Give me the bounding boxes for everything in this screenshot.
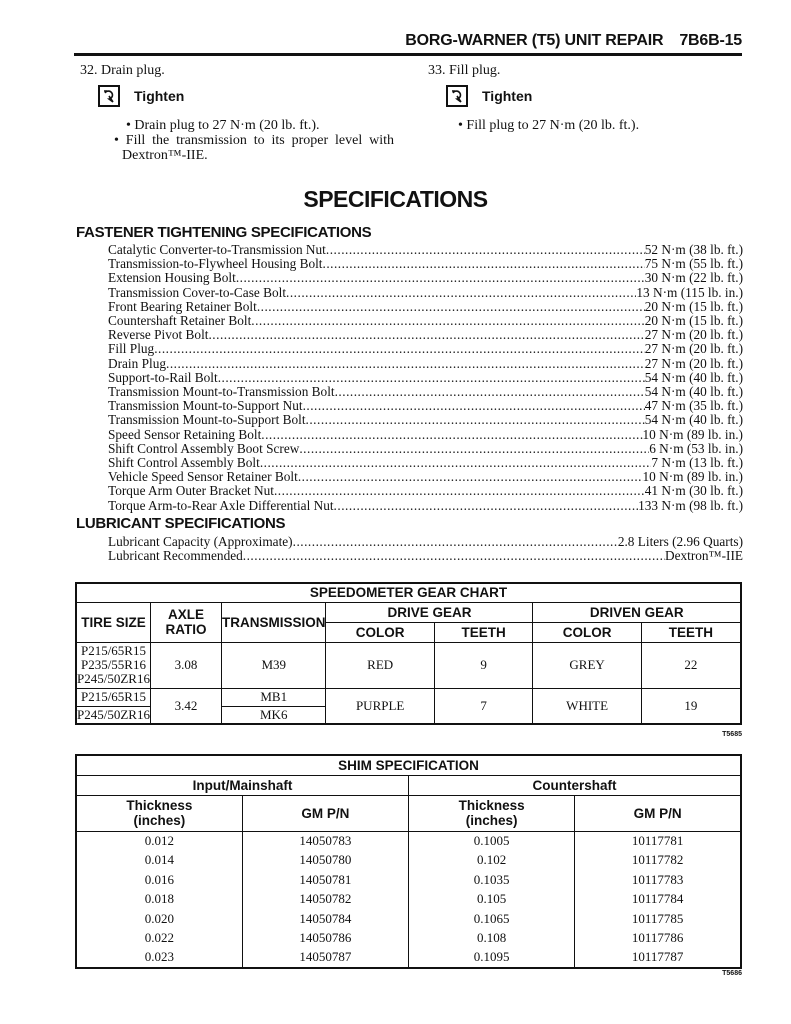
counter-thickness: 0.1095 bbox=[409, 948, 575, 968]
tighten-wrench-icon bbox=[446, 85, 468, 107]
input-gm-pn: 14050782 bbox=[242, 890, 408, 910]
spec-name: Vehicle Speed Sensor Retainer Bolt bbox=[108, 469, 298, 485]
dot-leader bbox=[260, 456, 652, 470]
spec-value: 27 N·m (20 lb. ft.) bbox=[644, 355, 743, 371]
spec-row bbox=[108, 243, 743, 257]
dot-leader bbox=[299, 442, 649, 456]
counter-gm-pn: 10117782 bbox=[575, 851, 741, 871]
tire-size: P245/50ZR16 bbox=[76, 706, 150, 724]
table-row bbox=[76, 642, 741, 688]
table-row bbox=[76, 851, 741, 871]
tighten-label: Tighten bbox=[134, 88, 185, 104]
spec-name: Torque Arm-to-Rear Axle Differential Nut bbox=[108, 497, 334, 513]
page-header bbox=[74, 32, 742, 50]
speedometer-gear-table bbox=[75, 582, 742, 725]
spec-row bbox=[108, 442, 743, 456]
spec-name: Support-to-Rail Bolt bbox=[108, 369, 218, 385]
spec-name: Speed Sensor Retaining Bolt bbox=[108, 426, 262, 442]
spec-row bbox=[108, 549, 743, 563]
dot-leader bbox=[298, 470, 643, 484]
spec-value: 47 N·m (35 lb. ft.) bbox=[644, 398, 743, 414]
dot-leader bbox=[306, 413, 645, 427]
spec-row bbox=[108, 385, 743, 399]
col-driven-teeth: TEETH bbox=[641, 622, 741, 642]
fastener-spec-list bbox=[108, 243, 743, 513]
spec-value: 27 N·m (20 lb. ft.) bbox=[644, 327, 743, 343]
spec-value: 41 N·m (30 lb. ft.) bbox=[644, 483, 743, 499]
step-fill-plug bbox=[428, 63, 748, 133]
col-tire-size: TIRE SIZE bbox=[76, 602, 150, 642]
fastener-heading: FASTENER TIGHTENING SPECIFICATIONS bbox=[76, 224, 372, 241]
spec-row bbox=[108, 484, 743, 498]
lubricant-spec-list bbox=[108, 535, 743, 563]
spec-name: Countershaft Retainer Bolt bbox=[108, 313, 252, 329]
col-driven-color: COLOR bbox=[533, 622, 641, 642]
dot-leader bbox=[335, 385, 645, 399]
spec-row bbox=[108, 470, 743, 484]
tighten-label: Tighten bbox=[482, 88, 533, 104]
input-gm-pn: 14050780 bbox=[242, 851, 408, 871]
spec-name: Front Bearing Retainer Bolt bbox=[108, 298, 257, 314]
dot-leader bbox=[334, 499, 639, 513]
input-thickness: 0.014 bbox=[76, 851, 242, 871]
axle-ratio: 3.42 bbox=[150, 688, 221, 724]
counter-thickness: 0.1065 bbox=[409, 909, 575, 929]
input-thickness: 0.016 bbox=[76, 870, 242, 890]
page-title: SPECIFICATIONS bbox=[303, 186, 488, 212]
tighten-wrench-icon bbox=[98, 85, 120, 107]
spec-name: Fill Plug bbox=[108, 341, 155, 357]
spec-value: 20 N·m (15 lb. ft.) bbox=[644, 298, 743, 314]
table-row bbox=[76, 688, 741, 706]
spec-name: Transmission Mount-to-Support Nut bbox=[108, 398, 303, 414]
dot-leader bbox=[326, 243, 645, 257]
counter-thickness: 0.102 bbox=[409, 851, 575, 871]
dot-leader bbox=[303, 399, 645, 413]
dot-leader bbox=[323, 257, 645, 271]
driven-teeth: 22 bbox=[641, 642, 741, 688]
spec-value: 54 N·m (40 lb. ft.) bbox=[644, 384, 743, 400]
input-gm-pn: 14050781 bbox=[242, 870, 408, 890]
dot-leader bbox=[261, 428, 642, 442]
spec-row bbox=[108, 314, 743, 328]
col-gm-pn: GM P/N bbox=[242, 795, 408, 831]
step-drain-plug bbox=[80, 63, 400, 163]
spec-name: Transmission Mount-to-Support Bolt bbox=[108, 412, 306, 428]
figure-code: T5685 bbox=[722, 731, 742, 738]
input-thickness: 0.018 bbox=[76, 890, 242, 910]
dot-leader bbox=[257, 300, 645, 314]
input-gm-pn: 14050786 bbox=[242, 929, 408, 949]
tire-size: P215/65R15 bbox=[76, 688, 150, 706]
figure-code: T5686 bbox=[722, 970, 742, 977]
table-title: SHIM SPECIFICATION bbox=[76, 755, 741, 775]
spec-name: Drain Plug bbox=[108, 355, 166, 371]
input-gm-pn: 14050784 bbox=[242, 909, 408, 929]
table-row bbox=[76, 929, 741, 949]
spec-name: Torque Arm Outer Bracket Nut bbox=[108, 483, 274, 499]
spec-row bbox=[108, 371, 743, 385]
col-thickness bbox=[76, 795, 242, 831]
dot-leader bbox=[274, 484, 645, 498]
counter-gm-pn: 10117783 bbox=[575, 870, 741, 890]
group-input-mainshaft: Input/Mainshaft bbox=[76, 775, 409, 795]
group-countershaft: Countershaft bbox=[409, 775, 742, 795]
spec-name: Reverse Pivot Bolt bbox=[108, 327, 209, 343]
input-gm-pn: 14050783 bbox=[242, 831, 408, 851]
dot-leader bbox=[293, 535, 618, 549]
input-thickness: 0.022 bbox=[76, 929, 242, 949]
lubricant-heading: LUBRICANT SPECIFICATIONS bbox=[76, 515, 286, 532]
spec-value: 10 N·m (89 lb. in.) bbox=[642, 426, 743, 442]
input-thickness: 0.012 bbox=[76, 831, 242, 851]
counter-thickness: 0.108 bbox=[409, 929, 575, 949]
spec-value: 54 N·m (40 lb. ft.) bbox=[644, 412, 743, 428]
counter-thickness: 0.105 bbox=[409, 890, 575, 910]
tire-size: P215/65R15 P235/55R16 P245/50ZR16 bbox=[77, 643, 150, 686]
counter-thickness: 0.1005 bbox=[409, 831, 575, 851]
step-title: 33. Fill plug. bbox=[428, 63, 501, 78]
table-row bbox=[76, 909, 741, 929]
bullet: • Drain plug to 27 N·m (20 lb. ft.). bbox=[126, 118, 320, 133]
spec-row bbox=[108, 428, 743, 442]
spec-value: 6 N·m (53 lb. in.) bbox=[649, 440, 743, 456]
transmission: MK6 bbox=[221, 706, 326, 724]
spec-row bbox=[108, 271, 743, 285]
dot-leader bbox=[154, 342, 645, 356]
step-title: 32. Drain plug. bbox=[80, 63, 165, 78]
bullet: • Fill plug to 27 N·m (20 lb. ft.). bbox=[458, 118, 640, 133]
drive-teeth: 7 bbox=[434, 688, 533, 724]
spec-value: 52 N·m (38 lb. ft.) bbox=[644, 242, 743, 257]
drive-color: PURPLE bbox=[326, 688, 434, 724]
spec-row bbox=[108, 399, 743, 413]
transmission: MB1 bbox=[221, 688, 326, 706]
spec-value: 2.8 Liters (2.96 Quarts) bbox=[617, 534, 743, 549]
counter-gm-pn: 10117785 bbox=[575, 909, 741, 929]
spec-row bbox=[108, 300, 743, 314]
spec-row bbox=[108, 499, 743, 513]
spec-name: Extension Housing Bolt bbox=[108, 270, 236, 286]
counter-gm-pn: 10117787 bbox=[575, 948, 741, 968]
table-title: SPEEDOMETER GEAR CHART bbox=[76, 583, 741, 602]
spec-value: 13 N·m (115 lb. in.) bbox=[636, 284, 743, 300]
spec-name: Shift Control Assembly Bolt bbox=[108, 455, 260, 471]
dot-leader bbox=[208, 328, 644, 342]
spec-name: Transmission-to-Flywheel Housing Bolt bbox=[108, 256, 323, 272]
col-gm-pn: GM P/N bbox=[575, 795, 741, 831]
driven-teeth: 19 bbox=[641, 688, 741, 724]
col-driven-gear: DRIVEN GEAR bbox=[533, 602, 741, 622]
spec-row bbox=[108, 357, 743, 371]
spec-name: Catalytic Converter-to-Transmission Nut bbox=[108, 242, 326, 257]
spec-row bbox=[108, 342, 743, 356]
transmission: M39 bbox=[221, 642, 326, 688]
counter-gm-pn: 10117784 bbox=[575, 890, 741, 910]
spec-name: Lubricant Recommended bbox=[108, 548, 243, 564]
spec-value: 30 N·m (22 lb. ft.) bbox=[644, 270, 743, 286]
spec-value: 20 N·m (15 lb. ft.) bbox=[644, 313, 743, 329]
col-thickness-label: Thickness (inches) bbox=[126, 798, 193, 828]
col-drive-color: COLOR bbox=[326, 622, 434, 642]
input-thickness: 0.023 bbox=[76, 948, 242, 968]
spec-row bbox=[108, 257, 743, 271]
spec-row bbox=[108, 456, 743, 470]
spec-row bbox=[108, 328, 743, 342]
spec-row bbox=[108, 286, 743, 300]
bullet: • Fill the transmission to its proper level with Dextron™-IIE. bbox=[114, 133, 394, 163]
drive-color: RED bbox=[326, 642, 434, 688]
header-rule bbox=[74, 53, 742, 56]
dot-leader bbox=[236, 271, 645, 285]
dot-leader bbox=[251, 314, 644, 328]
dot-leader bbox=[218, 371, 645, 385]
shim-spec-table bbox=[75, 754, 742, 969]
counter-gm-pn: 10117781 bbox=[575, 831, 741, 851]
col-drive-gear: DRIVE GEAR bbox=[326, 602, 533, 622]
input-thickness: 0.020 bbox=[76, 909, 242, 929]
col-axle-ratio: AXLE RATIO bbox=[150, 602, 221, 642]
header-title: BORG-WARNER (T5) UNIT REPAIR bbox=[405, 32, 664, 49]
drive-teeth: 9 bbox=[434, 642, 533, 688]
table-row bbox=[76, 890, 741, 910]
col-thickness-label: Thickness (inches) bbox=[458, 798, 525, 828]
driven-color: GREY bbox=[533, 642, 641, 688]
spec-value: 133 N·m (98 lb. ft.) bbox=[638, 497, 743, 513]
axle-ratio: 3.08 bbox=[150, 642, 221, 688]
dot-leader bbox=[286, 286, 636, 300]
spec-row bbox=[108, 413, 743, 427]
tighten-callout bbox=[98, 85, 400, 107]
tighten-callout bbox=[446, 85, 748, 107]
spec-name: Lubricant Capacity (Approximate) bbox=[108, 534, 293, 549]
spec-row bbox=[108, 535, 743, 549]
dot-leader bbox=[243, 549, 665, 563]
col-drive-teeth: TEETH bbox=[434, 622, 533, 642]
col-transmission: TRANSMISSION bbox=[221, 602, 326, 642]
spec-name: Shift Control Assembly Boot Screw bbox=[108, 440, 300, 456]
table-row bbox=[76, 831, 741, 851]
counter-thickness: 0.1035 bbox=[409, 870, 575, 890]
page-number: 7B6B-15 bbox=[679, 32, 742, 49]
driven-color: WHITE bbox=[533, 688, 641, 724]
col-thickness bbox=[409, 795, 575, 831]
spec-value: 54 N·m (40 lb. ft.) bbox=[644, 369, 743, 385]
spec-value: 27 N·m (20 lb. ft.) bbox=[644, 341, 743, 357]
spec-name: Transmission Mount-to-Transmission Bolt bbox=[108, 384, 335, 400]
spec-name: Transmission Cover-to-Case Bolt bbox=[108, 284, 287, 300]
spec-value: 10 N·m (89 lb. in.) bbox=[642, 469, 743, 485]
spec-value: Dextron™-IIE bbox=[664, 548, 743, 564]
spec-value: 75 N·m (55 lb. ft.) bbox=[644, 256, 743, 272]
table-row bbox=[76, 870, 741, 890]
input-gm-pn: 14050787 bbox=[242, 948, 408, 968]
counter-gm-pn: 10117786 bbox=[575, 929, 741, 949]
spec-value: 7 N·m (13 lb. ft.) bbox=[651, 455, 743, 471]
table-row bbox=[76, 948, 741, 968]
dot-leader bbox=[166, 357, 645, 371]
